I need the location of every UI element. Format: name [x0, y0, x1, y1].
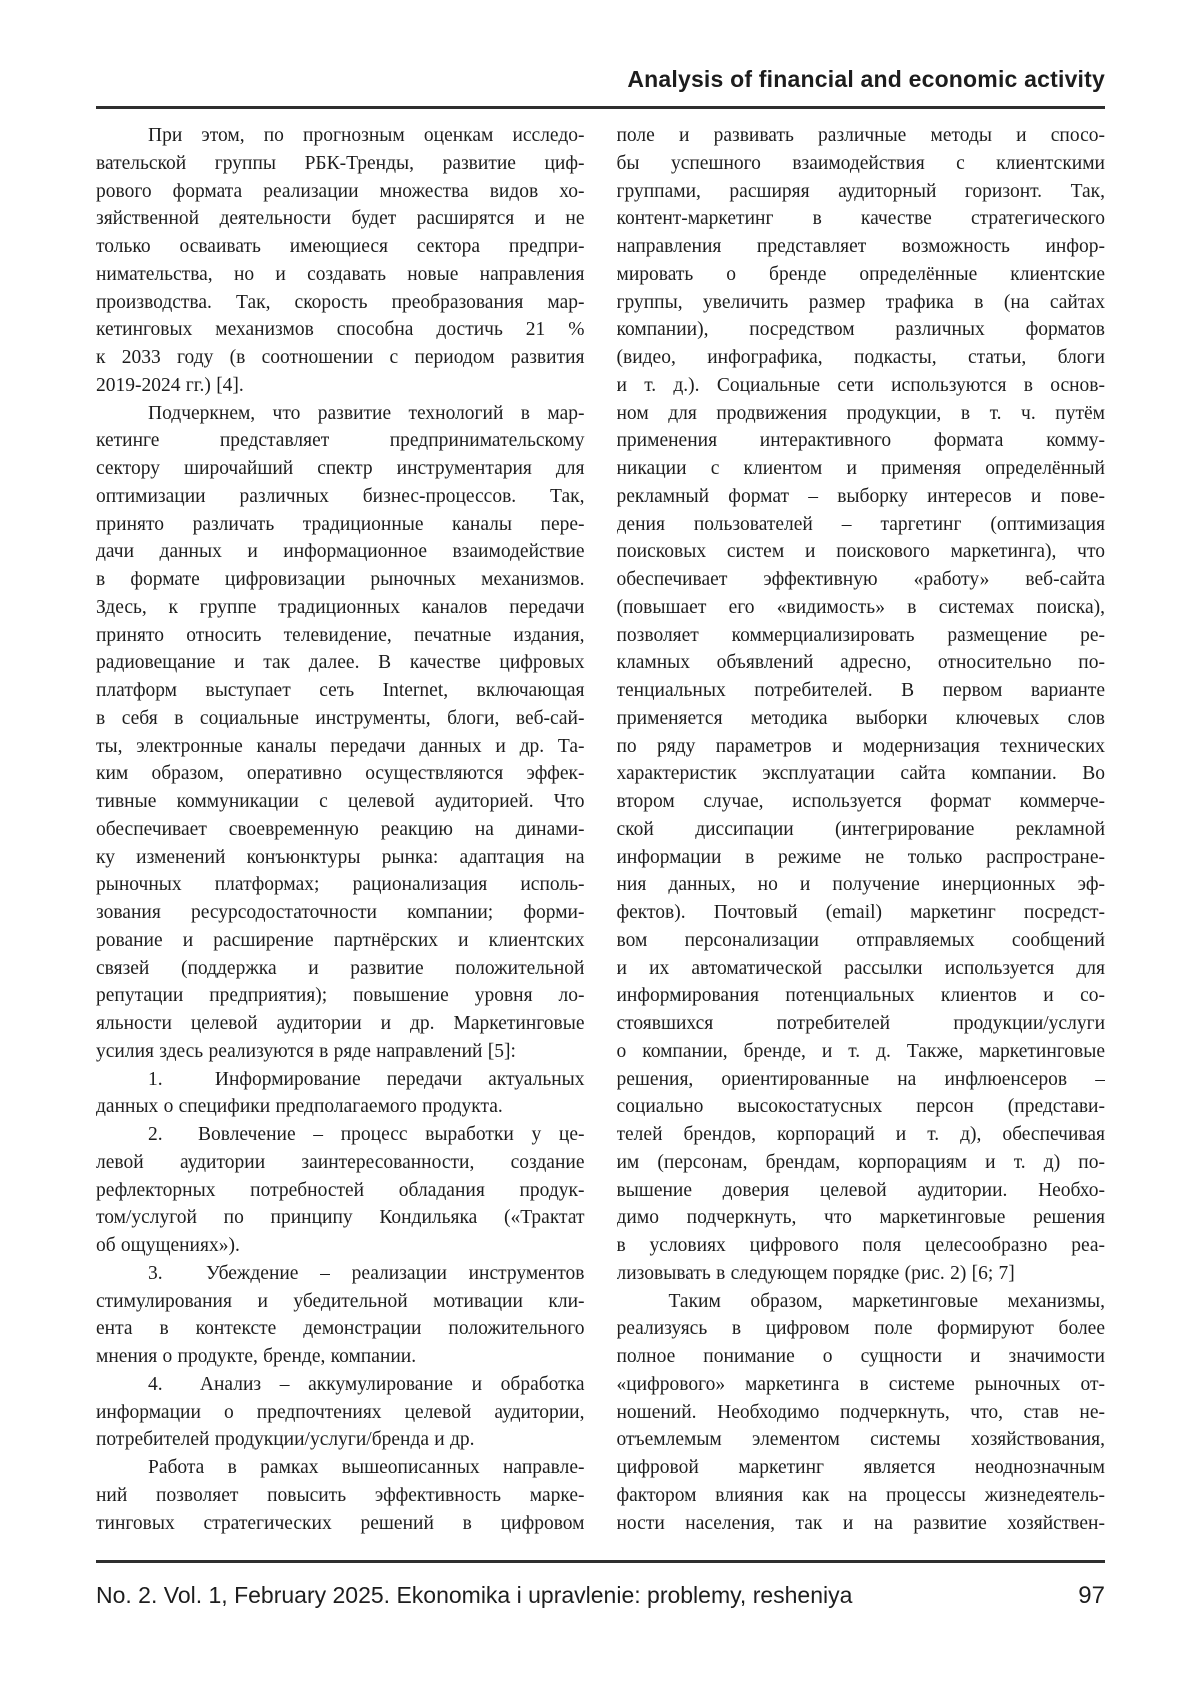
text-line: зования ресурсодостаточности компании; форми- — [96, 902, 585, 923]
footer-page-number: 97 — [1078, 1582, 1105, 1610]
text-line: мировать о бренде определённые клиентские — [616, 263, 1105, 285]
article-body — [96, 122, 1105, 1537]
footer-journal-line: No. 2. Vol. 1, February 2025. Ekonomika i upravlenie: problemy, resheniya — [96, 1582, 853, 1609]
text-line: кетинге представляет предпринимательскому — [96, 430, 585, 452]
page-header — [96, 64, 1105, 109]
text-line: ким образом, оперативно осуществляются эффек- — [96, 763, 585, 785]
text-line: об ощущениях»). — [96, 1235, 240, 1256]
paragraph — [617, 122, 1106, 1288]
text-line: полное понимание о сущности и значимости — [616, 1346, 1105, 1367]
text-line: стимулирования и убедительной мотивации кли- — [96, 1290, 585, 1312]
text-line: принято относить телевидение, печатные издания, — [96, 624, 585, 646]
paragraph — [96, 1371, 585, 1454]
text-line: в формате цифровизации рыночных механизмов. — [96, 569, 585, 590]
text-line: по ряду параметров и модернизация технических — [616, 735, 1105, 757]
text-line: ку изменений конъюнктуры рынка: адаптация на — [96, 846, 585, 868]
text-line: вышение доверия целевой аудитории. Необхо- — [616, 1179, 1105, 1201]
text-line: вательской группы РБК-Тренды, развитие циф- — [96, 152, 585, 174]
text-line: обеспечивает своевременную реакцию на динами- — [96, 818, 585, 840]
text-line: радиовещание и так далее. В качестве цифровых — [96, 652, 585, 674]
text-line: контент-маркетинг в качестве стратегического — [616, 208, 1105, 230]
text-line: рование и расширение партнёрских и клиентских — [96, 929, 585, 951]
text-line: связей (поддержка и развитие положительной — [96, 957, 585, 979]
text-line: информации в режиме не только распростране- — [616, 846, 1105, 868]
text-line: зяйственной деятельности будет расширятся и не — [96, 208, 585, 230]
text-line: применения интерактивного формата комму- — [616, 430, 1105, 452]
text-line: 3. Убеждение – реализации инструментов — [148, 1262, 585, 1284]
text-line: ты, электронные каналы передачи данных и др. Та- — [96, 735, 585, 757]
text-line: Работа в рамках вышеописанных направле- — [148, 1457, 585, 1478]
footer-rule — [96, 1560, 1105, 1563]
text-line: компании), посредством различных форматов — [616, 319, 1105, 341]
text-line: принято различать традиционные каналы пере- — [96, 513, 585, 535]
text-line: цифровой маркетинг является неоднозначным — [616, 1457, 1105, 1478]
text-line: в условиях цифрового поля целесообразно реа- — [616, 1235, 1105, 1256]
text-line: ном для продвижения продукции, в т. ч. путём — [616, 402, 1105, 424]
text-line: 2019-2024 гг.) [4]. — [96, 374, 244, 396]
text-line: информации о предпочтениях целевой аудитории, — [96, 1401, 585, 1423]
text-line: направления представляет возможность инфор- — [616, 236, 1105, 257]
text-line: лизовывать в следующем порядке (рис. 2) [6; 7] — [616, 1262, 1015, 1284]
text-column — [617, 122, 1106, 1537]
text-line: обеспечивает эффективную «работу» веб-сайта — [616, 569, 1105, 590]
text-line: телей брендов, корпораций и т. д), обеспечивая — [616, 1124, 1105, 1145]
header-rule — [96, 106, 1105, 109]
text-line: Здесь, к группе традиционных каналов передачи — [96, 596, 585, 618]
text-line: решения, ориентированные на инфлюенсеров – — [616, 1068, 1105, 1090]
text-line: тивные коммуникации с целевой аудиторией. Что — [96, 791, 585, 812]
text-line: и т. д.). Социальные сети используются в основ- — [616, 374, 1105, 396]
text-line: потребителей продукции/услуги/бренда и др. — [96, 1429, 475, 1451]
text-line: ний позволяет повысить эффективность марке- — [96, 1484, 585, 1506]
text-line: Таким образом, маркетинговые механизмы, — [668, 1290, 1105, 1312]
paragraph — [96, 1121, 585, 1260]
text-line: рекламный формат – выборку интересов и пове- — [616, 485, 1105, 507]
text-line: бы успешного взаимодействия с клиентскими — [616, 152, 1105, 174]
text-line: ента в контексте демонстрации положительного — [96, 1318, 585, 1340]
text-line: производства. Так, скорость преобразования мар- — [96, 291, 585, 313]
text-line: ности населения, так и на развитие хозяйствен- — [616, 1512, 1105, 1534]
text-line: информирования потенциальных клиентов и со- — [616, 985, 1105, 1007]
text-line: никации с клиентом и применяя определённый — [616, 458, 1105, 479]
text-line: стоявшихся потребителей продукции/услуги — [616, 1013, 1105, 1034]
text-line: группами, расширяя аудиторный горизонт. Так, — [616, 180, 1105, 202]
text-line: 2. Вовлечение – процесс выработки у це- — [148, 1124, 585, 1145]
text-line: к 2033 году (в соотношении с периодом развития — [96, 347, 585, 368]
text-line: рового формата реализации множества видов хо- — [96, 180, 585, 202]
paragraph — [96, 122, 585, 400]
text-line: ношений. Необходимо подчеркнуть, что, став не- — [616, 1401, 1105, 1423]
text-line: ской диссипации (интегрирование рекламной — [616, 818, 1105, 840]
text-line: тинговых стратегических решений в цифровом — [96, 1512, 585, 1534]
text-line: о компании, бренде, и т. д. Также, маркетинговые — [616, 1040, 1105, 1062]
running-head: Analysis of financial and economic activity — [627, 66, 1105, 92]
text-line: только осваивать имеющиеся сектора предпри- — [96, 236, 585, 257]
text-line: кламных объявлений адресно, относительно по- — [616, 652, 1105, 674]
text-line: (видео, инфографика, подкасты, статьи, блоги — [616, 347, 1105, 368]
text-line: усилия здесь реализуются в ряде направлений [5]: — [96, 1040, 516, 1062]
text-line: 4. Анализ – аккумулирование и обработка — [148, 1373, 585, 1395]
text-line: и их автоматической рассылки используется для — [616, 957, 1105, 979]
text-line: оптимизации различных бизнес-процессов. Так, — [96, 485, 585, 507]
text-line: поле и развивать различные методы и спосо- — [616, 125, 1105, 146]
text-line: платформ выступает сеть Internet, включающая — [96, 680, 585, 701]
paragraph — [96, 1066, 585, 1122]
text-column — [96, 122, 585, 1537]
text-line: характеристик эксплуатации сайта компании. Во — [616, 763, 1105, 785]
text-line: рефлекторных потребностей обладания продук- — [96, 1179, 585, 1201]
text-line: «цифрового» маркетинга в системе рыночных от- — [616, 1373, 1105, 1395]
text-line: том/услугой по принципу Кондильяка («Трактат — [96, 1207, 585, 1229]
page-footer — [96, 1580, 1105, 1611]
paragraph — [96, 1454, 585, 1537]
text-line: Подчеркнем, что развитие технологий в мар- — [148, 402, 585, 424]
text-line: димо подчеркнуть, что маркетинговые решения — [616, 1207, 1105, 1229]
text-line: втором случае, используется формат коммерче- — [616, 791, 1105, 812]
text-line: яльности целевой аудитории и др. Маркетинговые — [96, 1013, 585, 1034]
text-line: левой аудитории заинтересованности, создание — [96, 1151, 585, 1173]
paragraph — [617, 1288, 1106, 1538]
text-line: мнения о продукте, бренде, компании. — [96, 1346, 417, 1367]
text-line: тенциальных потребителей. В первом варианте — [616, 680, 1105, 701]
text-line: фактором влияния как на процессы жизнедеятель- — [616, 1484, 1105, 1506]
text-line: дения пользователей – таргетинг (оптимизация — [616, 513, 1105, 535]
text-line: фектов). Почтовый (email) маркетинг посредст- — [616, 902, 1105, 923]
text-line: отъемлемым элементом системы хозяйствования, — [616, 1429, 1105, 1451]
text-line: применяется методика выборки ключевых слов — [616, 707, 1105, 729]
text-line: (повышает его «видимость» в системах поиска), — [616, 596, 1105, 618]
text-line: данных о специфики предполагаемого продукта. — [96, 1096, 503, 1118]
text-line: При этом, по прогнозным оценкам исследо- — [148, 125, 585, 146]
text-line: кетинговых механизмов способна достичь 21 % — [96, 319, 585, 341]
text-line: позволяет коммерциализировать размещение ре- — [616, 624, 1105, 646]
text-line: группы, увеличить размер трафика в (на сайтах — [616, 291, 1105, 313]
text-line: репутации предприятия); повышение уровня ло- — [96, 985, 585, 1007]
text-line: социально высокостатусных персон (представи- — [616, 1096, 1105, 1118]
text-line: сектору широчайший спектр инструментария для — [96, 458, 585, 479]
text-line: поисковых систем и поискового маркетинга), что — [616, 541, 1105, 563]
text-line: ния данных, но и получение инерционных эф- — [616, 874, 1105, 896]
text-line: реализуясь в цифровом поле формируют более — [616, 1318, 1105, 1340]
paragraph — [96, 1260, 585, 1371]
text-line: вом персонализации отправляемых сообщений — [616, 929, 1105, 951]
text-line: 1. Информирование передачи актуальных — [148, 1068, 585, 1090]
text-line: в себя в социальные инструменты, блоги, веб-сай- — [96, 707, 585, 729]
text-line: дачи данных и информационное взаимодействие — [96, 541, 585, 563]
text-line: им (персонам, брендам, корпорациям и т. д) по- — [616, 1151, 1105, 1173]
text-line: рыночных платформах; рационализация исполь- — [96, 874, 585, 896]
text-line: нимательства, но и создавать новые направления — [96, 263, 585, 285]
paragraph — [96, 400, 585, 1066]
